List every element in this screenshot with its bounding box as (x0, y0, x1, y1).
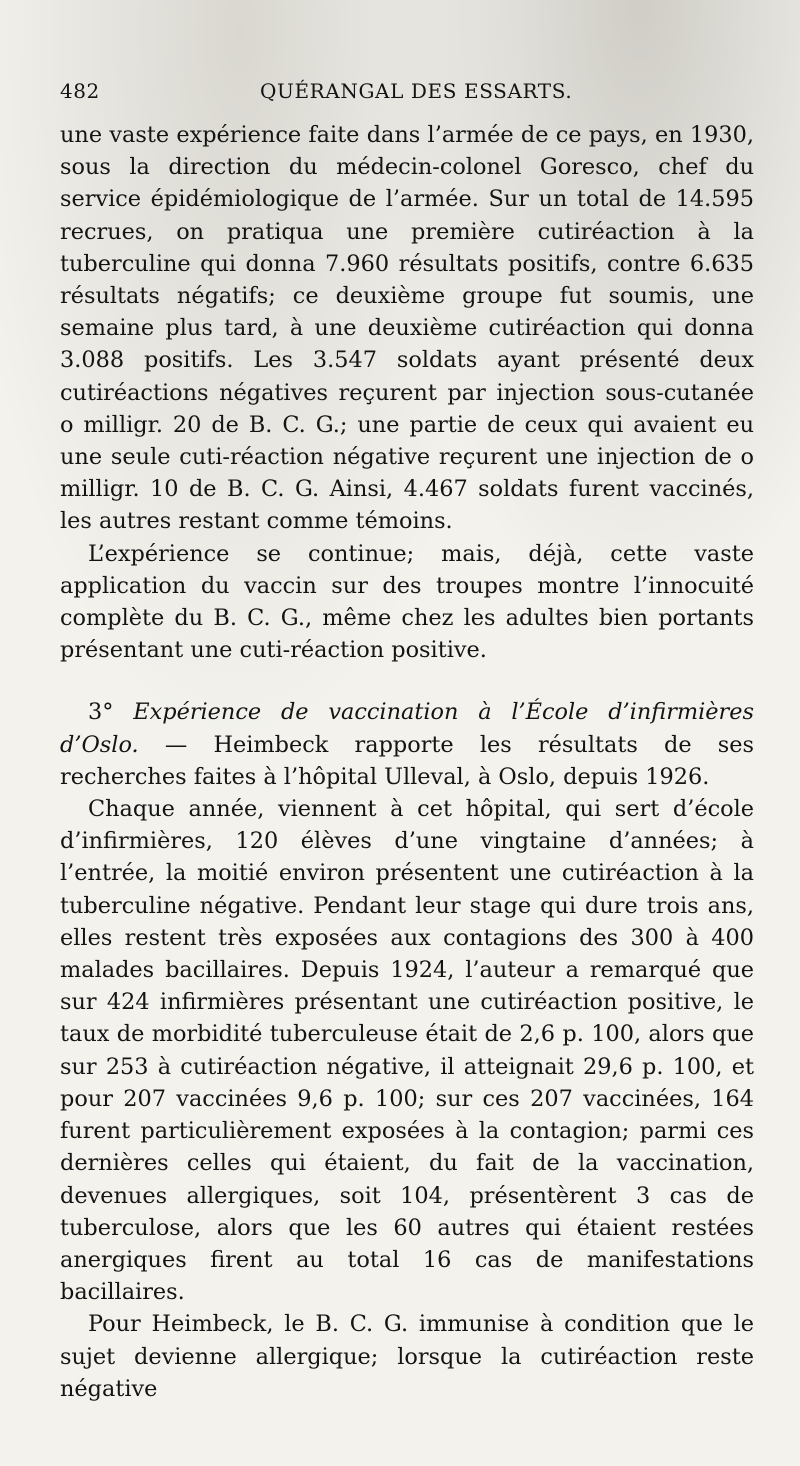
section-heading-paragraph (60, 696, 754, 793)
paragraph-heimbeck-conclusion: Pour Heimbeck, le B. C. G. immunise à condition que le sujet devienne allergique; lorsque la cutiréaction reste négative (60, 1311, 754, 1402)
running-title: QUÉRANGAL DES ESSARTS. (260, 79, 573, 103)
section-spacer (60, 666, 754, 696)
section-number: 3° (88, 699, 114, 726)
page-header (60, 79, 760, 111)
section-title: Expérience de vaccination à l’École d’infirmières d’Oslo. (60, 699, 754, 758)
section-dash: — (164, 731, 188, 758)
page-number: 482 (60, 79, 100, 103)
page-body (60, 119, 754, 1405)
paragraph-continued: une vaste expérience faite dans l’armée de ce pays, en 1930, sous la direction du médecin-colonel Goresco, chef du service épidémiologique de l’armée. Sur un total de 14.595 recrues, on pratiqua une première cutiréaction à la tuberculine qui donna 7.960 résultats positifs, contre 6.635 résultats négatifs; ce deuxième groupe fut soumis, une semaine plus tard, à une deuxième cutiréaction qui donna 3.088 positifs. Les 3.547 soldats ayant présenté deux cutiréactions négatives reçurent par injection sous-cutanée o milligr. 20 de B. C. G.; une partie de ceux qui avaient eu une seule cuti-réaction négative reçurent une injection de o milligr. 10 de B. C. G. Ainsi, 4.467 soldats furent vaccinés, les autres restant comme témoins. (60, 122, 754, 535)
paragraph-oslo-results: Chaque année, viennent à cet hôpital, qui sert d’école d’infirmières, 120 élèves d’une vingtaine d’années; à l’entrée, la moitié environ présentent une cutiréaction à la tuberculine négative. Pendant leur stage qui dure trois ans, elles restent très exposées aux contagions des 300 à 400 malades bacillaires. Depuis 1924, l’auteur a remarqué que sur 424 infirmières présentant une cutiréaction positive, le taux de morbidité tuberculeuse était de 2,6 p. 100, alors que sur 253 à cutiréaction négative, il atteignait 29,6 p. 100, et pour 207 vaccinées 9,6 p. 100; sur ces 207 vaccinées, 164 furent particulièrement exposées à la contagion; parmi ces dernières celles qui étaient, du fait de la vaccination, devenues allergiques, soit 104, présentèrent 3 cas de tuberculose, alors que les 60 autres qui étaient restées anergiques firent au total 16 cas de manifestations bacillaires. (60, 796, 754, 1306)
paragraph-bcg-innocuity: L’expérience se continue; mais, déjà, cette vaste application du vaccin sur des troupes montre l’innocuité complète du B. C. G., même chez les adultes bien portants présentant une cuti-réaction positive. (60, 540, 754, 664)
section-lead-text: Heimbeck rapporte les résultats de ses recherches faites à l’hôpital Ulleval, à Oslo, depuis 1926. (60, 731, 755, 790)
